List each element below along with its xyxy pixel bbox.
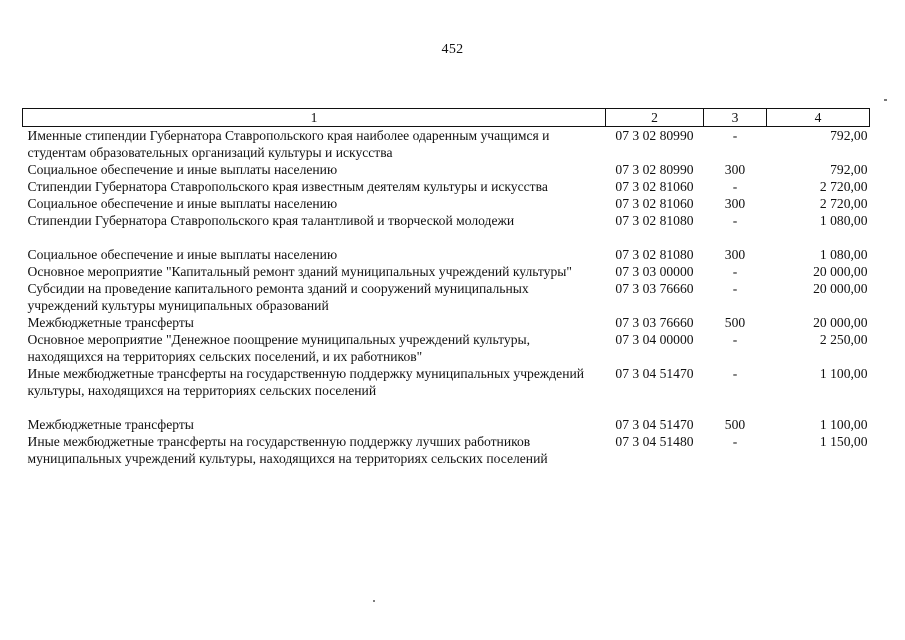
row-amount-cell: 2 720,00: [819, 196, 868, 211]
row-code-cell: 07 3 04 51480: [615, 434, 694, 449]
row-code-cell: 07 3 02 81060: [615, 179, 694, 194]
row-code-cell: 07 3 02 80990: [615, 128, 694, 143]
row-type-cell: 300: [724, 247, 746, 262]
row-amount-cell: 20 000,00: [813, 315, 868, 330]
row-amount-cell: 20 000,00: [813, 264, 868, 279]
table-row: [23, 195, 870, 212]
table-row: [23, 331, 870, 365]
row-type-cell: -: [732, 179, 738, 194]
row-type-cell: 300: [724, 162, 746, 177]
row-code-cell: 07 3 02 81060: [615, 196, 694, 211]
budget-table: [22, 108, 870, 467]
row-type-cell: 300: [724, 196, 746, 211]
row-code-cell: 07 3 04 51470: [615, 417, 694, 432]
row-type-cell: -: [732, 434, 738, 449]
row-amount-cell: 1 100,00: [819, 366, 868, 381]
row-code-cell: 07 3 04 00000: [615, 332, 694, 347]
row-amount-cell: 2 720,00: [819, 179, 868, 194]
table-row: [23, 178, 870, 195]
table-row: [23, 314, 870, 331]
row-code-cell: 07 3 04 51470: [615, 366, 694, 381]
row-type-cell: 500: [724, 417, 746, 432]
row-name-cell: Межбюджетные трансферты: [27, 315, 194, 330]
scan-mark: [884, 99, 887, 101]
row-name-cell: Межбюджетные трансферты: [27, 417, 194, 432]
row-name-cell: Социальное обеспечение и иные выплаты населению: [27, 162, 338, 177]
row-name-cell: Именные стипендии Губернатора Ставропольского края наиболее одаренным учащимся и студентам образовательных организаций культуры и искусства: [27, 128, 550, 160]
row-name-cell: Иные межбюджетные трансферты на государственную поддержку лучших работников муниципальных учреждений культуры, находящихся на территориях сельских поселений: [27, 434, 548, 466]
row-type-cell: -: [732, 366, 738, 381]
row-type-cell: 500: [724, 315, 746, 330]
row-type-cell: -: [732, 332, 738, 347]
row-name-cell: Основное мероприятие "Денежное поощрение муниципальных учреждений культуры, находящихся на территориях сельских поселений, и их работников": [27, 332, 531, 364]
row-type-cell: -: [732, 128, 738, 143]
table-body: [23, 127, 870, 468]
row-type-cell: -: [732, 264, 738, 279]
row-name-cell: Основное мероприятие "Капитальный ремонт зданий муниципальных учреждений культуры": [27, 264, 572, 279]
row-name-cell: Субсидии на проведение капитального ремонта зданий и сооружений муниципальных учреждений культуры муниципальных образований: [27, 281, 529, 313]
row-amount-cell: 1 150,00: [819, 434, 868, 449]
table-row: [23, 161, 870, 178]
row-type-cell: -: [732, 281, 738, 296]
row-amount-cell: 1 100,00: [819, 417, 868, 432]
scan-mark: [373, 600, 375, 602]
table-row: [23, 246, 870, 263]
table-row: [23, 433, 870, 467]
table-row: [23, 365, 870, 416]
row-type-cell: -: [732, 213, 738, 228]
row-amount-cell: 2 250,00: [819, 332, 868, 347]
table-row: [23, 280, 870, 314]
table-header-row: [23, 109, 870, 127]
row-amount-cell: 1 080,00: [819, 213, 868, 228]
row-code-cell: 07 3 03 76660: [615, 281, 694, 296]
row-name-cell: Стипендии Губернатора Ставропольского края талантливой и творческой молодежи: [27, 213, 515, 228]
row-name-cell: Социальное обеспечение и иные выплаты населению: [27, 247, 338, 262]
row-code-cell: 07 3 02 81080: [615, 247, 694, 262]
row-name-cell: Стипендии Губернатора Ставропольского края известным деятелям культуры и искусства: [27, 179, 548, 194]
row-amount-cell: 1 080,00: [819, 247, 868, 262]
column-header-type: 3: [704, 109, 767, 127]
page-number: 452: [441, 42, 464, 57]
row-code-cell: 07 3 03 76660: [615, 315, 694, 330]
row-amount-cell: 20 000,00: [813, 281, 868, 296]
table-row: [23, 416, 870, 433]
table-row: [23, 263, 870, 280]
table-row: [23, 212, 870, 246]
column-header-code: 2: [606, 109, 704, 127]
row-amount-cell: 792,00: [830, 162, 868, 177]
column-header-name: 1: [23, 109, 606, 127]
column-header-amount: 4: [767, 109, 870, 127]
row-name-cell: Иные межбюджетные трансферты на государственную поддержку муниципальных учреждений культуры, находящихся на территориях сельских поселений: [27, 366, 585, 398]
row-name-cell: Социальное обеспечение и иные выплаты населению: [27, 196, 338, 211]
row-code-cell: 07 3 02 81080: [615, 213, 694, 228]
row-code-cell: 07 3 02 80990: [615, 162, 694, 177]
row-code-cell: 07 3 03 00000: [615, 264, 694, 279]
row-amount-cell: 792,00: [830, 128, 868, 143]
table-row: [23, 127, 870, 162]
